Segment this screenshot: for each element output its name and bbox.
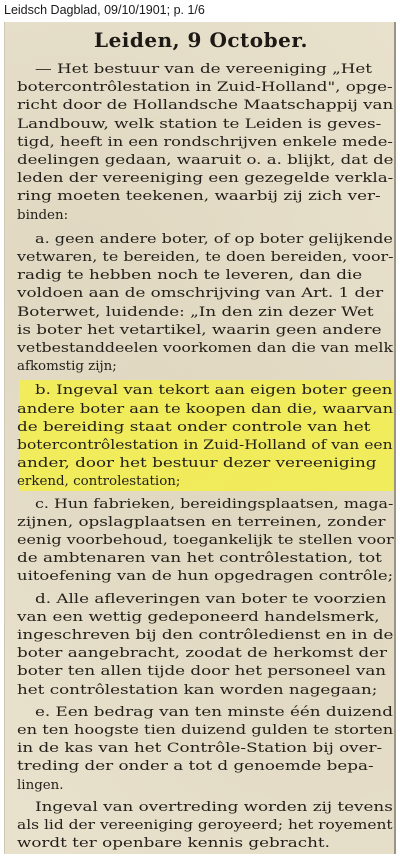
text-line: — Het bestuur van de vereeniging „Het — [35, 62, 373, 77]
text-line: vetwaren, te bereiden, te doen bereiden, voor- — [17, 250, 394, 265]
text-line: erkend, controlestation; — [17, 474, 181, 490]
article-headline: Leiden, 9 October. — [94, 28, 308, 52]
text-line: e. Een bedrag van ten minste één duizend — [35, 704, 393, 720]
text-line: ring moeten teekenen, waarbij zij zich ver- — [17, 189, 381, 205]
text-line: radig te hebben noch te leveren, dan die — [17, 268, 363, 284]
text-line: de ambtenaren van het contrôlestation, tot — [17, 551, 382, 567]
text-line: afkomstig zijn; — [17, 359, 117, 375]
text-line: d. Alle afleveringen van boter te voorzien — [35, 591, 387, 607]
text-line: c. Hun fabrieken, bereidingsplaatsen, maga- — [35, 496, 394, 512]
text-line: leden der vereeniging een gezegelde verkla- — [17, 171, 394, 187]
text-line: boter aangebracht, zoodat de herkomst der — [17, 646, 388, 662]
newspaper-clipping — [4, 22, 396, 854]
text-line: Boterwet, luidende: „In den zin dezer Wet — [17, 304, 374, 320]
text-line: treding der onder a tot d genoemde bepa- — [17, 759, 374, 775]
text-line: boter ten allen tijde door het personeel van — [17, 664, 387, 680]
text-line: uitoefening van de hun opgedragen contrôle; — [17, 569, 394, 585]
text-line: van een wettig gedeponeerd handelsmerk, — [17, 609, 380, 625]
text-line: tigd, heeft in een rondschrijven enkele mede- — [17, 134, 393, 150]
text-line: binden: — [17, 207, 69, 223]
text-line: Landbouw, welk station te Leiden is geves- — [17, 116, 382, 132]
text-line: andere boter aan te koopen dan die, waarvan — [17, 401, 394, 417]
text-line: als lid der vereeniging geroyeerd; het royement — [17, 818, 393, 833]
text-line: en ten hoogste tien duizend gulden te storten — [17, 723, 394, 738]
text-line: voldoen aan de omschrijving van Art. 1 der — [17, 286, 384, 302]
text-line: het contrôlestation kan worden nagegaan; — [17, 682, 378, 698]
text-line: is boter het vetartikel, waarin geen andere — [17, 322, 382, 338]
text-line: a. geen andere boter, of op boter gelijkende — [35, 231, 393, 247]
text-line: lingen. — [17, 777, 64, 793]
text-line: ingeschreven bij den contrôledienst en in de — [17, 628, 394, 643]
text-line: Ingeval van overtreding worden zij tevens — [35, 799, 393, 815]
text-line: vetbestanddeelen voorkomen dan die van melk — [17, 341, 393, 356]
text-line: botercontrôlestation in Zuid-Holland", opge- — [17, 80, 393, 96]
text-line: b. Ingeval van tekort aan eigen boter geen — [35, 383, 393, 399]
text-line: ander, door het bestuur dezer vereeniging — [17, 456, 377, 472]
text-line: richt door de Hollandsche Maatschappij van — [17, 98, 394, 114]
text-line: botercontrôlestation in Zuid-Holland of van een — [17, 438, 393, 453]
text-line: zijnen, opslagplaatsen en terreinen, zonder — [17, 514, 386, 530]
text-line: deelingen gedaan, waaruit o. a. blijkt, dat de — [17, 153, 394, 168]
text-line: de bereiding staat onder controle van het — [17, 419, 371, 435]
document-caption: Leidsch Dagblad, 09/10/1901; p. 1/6 — [0, 0, 400, 20]
text-line: in de kas van het Contrôle-Station bij over- — [17, 741, 383, 757]
text-line: eenig voorbehoud, toegankelijk te stellen voor — [17, 533, 394, 548]
text-line: wordt ter openbare kennis gebracht. — [17, 836, 330, 852]
